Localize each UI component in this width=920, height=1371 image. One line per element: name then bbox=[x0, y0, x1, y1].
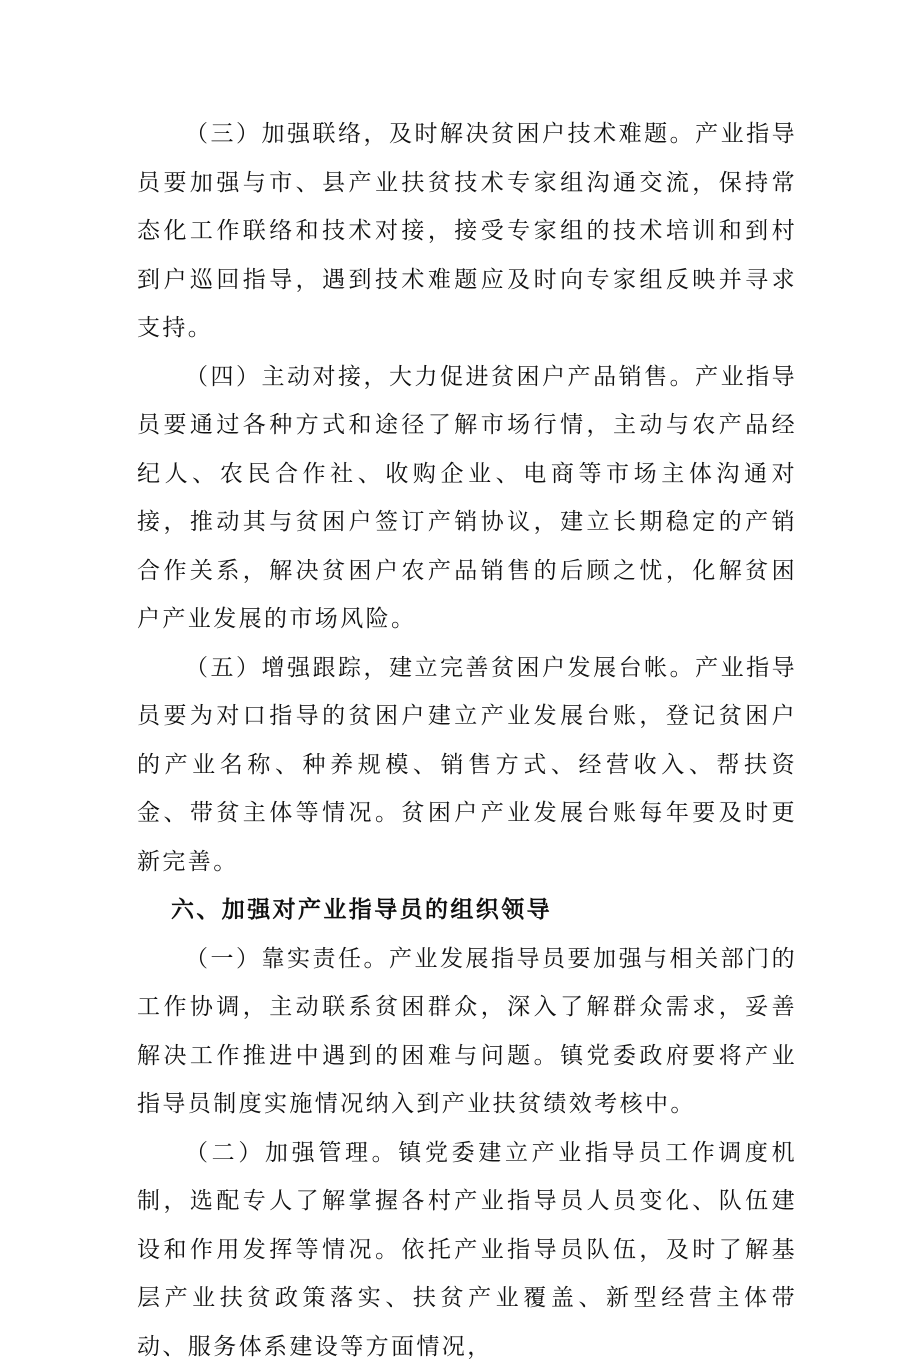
paragraph-two: （二）加强管理。镇党委建立产业指导员工作调度机制，选配专人了解掌握各村产业指导员人员变化、队伍建设和作用发挥等情况。依托产业指导员队伍，及时了解基层产业扶贫政策落实、扶贫产业覆盖、新型经营主体带动、服务体系建设等方面情况， bbox=[137, 1129, 797, 1371]
paragraph-three: （三）加强联络，及时解决贫困户技术难题。产业指导员要加强与市、县产业扶贫技术专家组沟通交流，保持常态化工作联络和技术对接，接受专家组的技术培训和到村到户巡回指导，遇到技术难题应及时向专家组反映并寻求支持。 bbox=[137, 110, 797, 353]
paragraph-four: （四）主动对接，大力促进贫困户产品销售。产业指导员要通过各种方式和途径了解市场行情，主动与农产品经纪人、农民合作社、收购企业、电商等市场主体沟通对接，推动其与贫困户签订产销协议，建立长期稳定的产销合作关系，解决贫困户农产品销售的后顾之忧，化解贫困户产业发展的市场风险。 bbox=[137, 353, 797, 644]
document-body bbox=[137, 110, 797, 1371]
paragraph-five: （五）增强跟踪，建立完善贫困户发展台帐。产业指导员要为对口指导的贫困户建立产业发展台账，登记贫困户的产业名称、种养规模、销售方式、经营收入、帮扶资金、带贫主体等情况。贫困户产业发展台账每年要及时更新完善。 bbox=[137, 644, 797, 887]
section-heading: 六、加强对产业指导员的组织领导 bbox=[137, 886, 797, 935]
paragraph-one: （一）靠实责任。产业发展指导员要加强与相关部门的工作协调，主动联系贫困群众，深入了解群众需求，妥善解决工作推进中遇到的困难与问题。镇党委政府要将产业指导员制度实施情况纳入到产业扶贫绩效考核中。 bbox=[137, 935, 797, 1129]
